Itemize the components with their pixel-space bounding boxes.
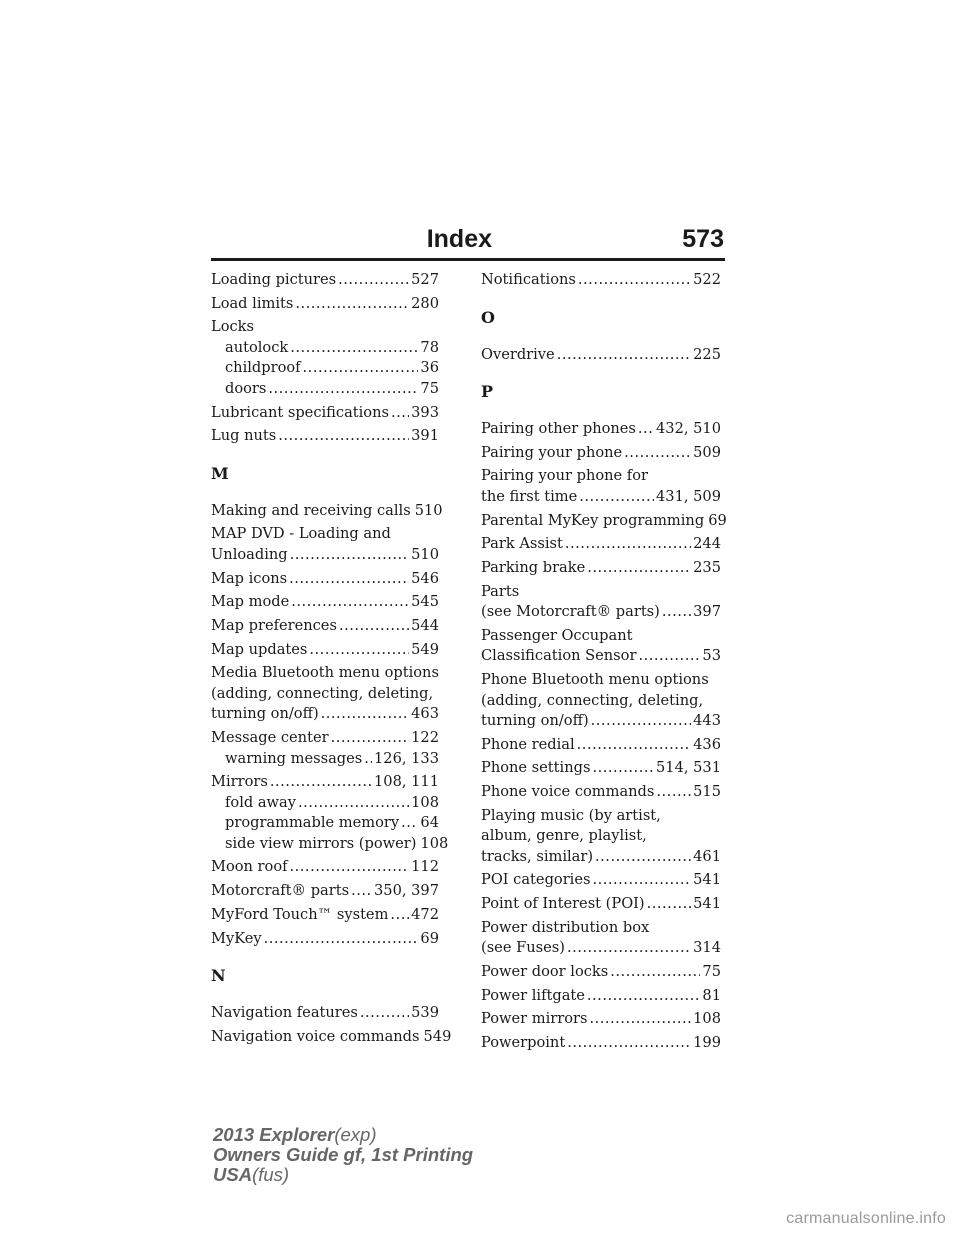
index-entry-label: Motorcraft® parts — [211, 882, 350, 900]
index-letter-heading: N — [211, 966, 226, 985]
index-page-refs: 108 — [420, 834, 449, 852]
index-page-refs: 64 — [420, 814, 439, 832]
index-entry — [481, 345, 721, 366]
index-entry-text: (adding, connecting, deleting, — [481, 691, 704, 709]
footer-model-code: (exp) — [334, 1124, 377, 1145]
index-entry-line — [211, 1003, 439, 1024]
index-page-refs: 527 — [411, 271, 439, 288]
index-entry-line — [211, 616, 439, 637]
dot-leader — [577, 735, 691, 756]
dot-leader — [557, 345, 691, 366]
index-subentry — [211, 834, 449, 855]
index-entry — [481, 466, 721, 507]
footer-model: 2013 Explorer — [213, 1124, 335, 1145]
index-entry-line — [211, 569, 439, 590]
dot-leader — [309, 640, 409, 661]
index-page-refs: 522 — [693, 271, 721, 288]
index-page-refs: 544 — [411, 617, 439, 634]
index-page-refs: 463 — [411, 705, 439, 723]
dot-leader — [298, 793, 409, 814]
dot-leader — [331, 728, 410, 749]
index-entry-line — [211, 592, 439, 613]
index-entry-line — [211, 294, 439, 315]
index-entry-label: Lubricant specifications — [211, 403, 389, 421]
dot-leader — [351, 881, 372, 902]
index-page-refs: 510 — [411, 545, 439, 563]
index-entry-line — [481, 419, 721, 440]
index-entry-label: Moon roof — [211, 858, 288, 876]
index-entry-label: side view mirrors (power) — [225, 834, 417, 852]
index-page-refs: 81 — [702, 986, 721, 1004]
index-entry-text: Pairing your phone for — [481, 467, 648, 485]
index-entry-text: Parts — [481, 582, 520, 600]
index-page-refs: 541 — [693, 895, 721, 913]
watermark: carmanualsonline.info — [786, 1210, 946, 1227]
dot-leader — [264, 929, 419, 950]
index-letter-heading: O — [481, 307, 495, 327]
index-entry — [211, 294, 439, 315]
index-entry — [211, 663, 439, 725]
index-entry-line — [481, 782, 721, 803]
index-entry — [481, 782, 721, 803]
index-letter-heading: P — [481, 382, 494, 401]
index-entry-line — [481, 511, 727, 532]
footer-market: USA — [213, 1164, 253, 1185]
index-entry-label: Making and receiving calls — [211, 501, 411, 519]
dot-leader — [638, 419, 654, 440]
dot-leader — [662, 602, 691, 623]
index-entry-text: album, genre, playlist, — [481, 827, 647, 845]
index-entry — [211, 403, 439, 424]
index-entry-label: autolock — [225, 338, 289, 356]
index-entry-label: Phone redial — [481, 735, 575, 753]
index-entry-label: POI categories — [481, 871, 591, 889]
index-entry-line — [481, 938, 721, 959]
dot-leader — [567, 1033, 691, 1054]
index-entry-line — [481, 646, 721, 667]
index-entry-label: Classification Sensor — [481, 647, 637, 665]
index-entry-label: Notifications — [481, 271, 576, 288]
index-entry-label: Phone voice commands — [481, 783, 655, 801]
dot-leader — [579, 487, 654, 508]
index-entry-line — [481, 602, 721, 623]
index-entry-label: fold away — [225, 793, 296, 811]
footer-line-1 — [213, 1125, 473, 1145]
dot-leader — [391, 403, 409, 424]
index-entry — [211, 905, 439, 926]
index-entry-line — [211, 501, 443, 522]
footer — [213, 1125, 473, 1185]
index-entry — [481, 670, 721, 732]
index-entry — [481, 986, 721, 1007]
dot-leader — [595, 847, 691, 868]
index-page-refs: 514, 531 — [656, 759, 721, 777]
footer-market-code: (fus) — [252, 1164, 290, 1185]
index-subentry — [211, 749, 439, 770]
index-page-refs: 112 — [411, 858, 439, 876]
index-entry-label: Parking brake — [481, 558, 586, 576]
dot-leader — [567, 938, 691, 959]
dot-leader — [589, 1009, 691, 1030]
footer-line-3 — [213, 1165, 473, 1185]
index-column-left — [211, 270, 452, 1050]
index-page-refs: 36 — [420, 359, 439, 377]
index-entry — [211, 772, 449, 854]
index-page-refs: 549 — [423, 1027, 452, 1045]
dot-leader — [592, 758, 654, 779]
index-page-refs: 225 — [693, 345, 721, 363]
index-entry — [211, 616, 439, 637]
index-page-refs: 350, 397 — [374, 882, 439, 900]
index-page-refs: 443 — [693, 712, 721, 729]
index-entry — [211, 270, 439, 291]
index-entry-text: Playing music (by artist, — [481, 806, 661, 824]
dot-leader — [295, 294, 409, 315]
index-entry-line — [211, 881, 439, 902]
index-entry-label: warning messages — [225, 749, 363, 767]
index-entry-line — [481, 711, 721, 732]
index-entry — [211, 1027, 452, 1048]
index-entry — [481, 419, 721, 440]
index-entry-text: Phone Bluetooth menu options — [481, 671, 709, 688]
index-entry — [481, 582, 721, 623]
dot-leader — [338, 270, 409, 291]
index-entry — [481, 270, 721, 291]
index-entry-label: childproof — [225, 359, 301, 377]
index-page-refs: 235 — [693, 558, 721, 576]
index-subentry — [211, 813, 439, 834]
dot-leader — [624, 443, 691, 464]
index-entry — [211, 929, 439, 950]
dot-leader — [290, 857, 410, 878]
index-entry — [481, 918, 721, 959]
dot-leader — [591, 711, 692, 732]
index-entry-line — [481, 443, 721, 464]
index-entry-label: Unloading — [211, 545, 288, 563]
index-subentry — [211, 338, 439, 359]
index-entry-line — [481, 962, 721, 983]
index-entry-line — [481, 270, 721, 291]
index-page-refs: 545 — [411, 593, 439, 611]
index-entry-line — [481, 870, 721, 891]
index-entry-label: turning on/off) — [211, 705, 319, 723]
index-page-refs: 461 — [693, 847, 721, 865]
index-entry — [211, 640, 439, 661]
index-entry-label: Power liftgate — [481, 986, 585, 1004]
index-entry-label: (see Motorcraft® parts) — [481, 603, 660, 621]
index-page-refs: 108, 111 — [374, 773, 439, 791]
index-entry-label: Point of Interest (POI) — [481, 895, 645, 913]
dot-leader — [339, 616, 409, 637]
index-entry-label: (see Fuses) — [481, 939, 565, 957]
index-page-refs: 436 — [693, 735, 721, 753]
index-entry-label: turning on/off) — [481, 712, 589, 729]
dot-leader — [587, 986, 701, 1007]
dot-leader — [303, 358, 419, 379]
index-entry-label: the first time — [481, 487, 578, 505]
index-subentry — [211, 358, 439, 379]
index-entry-line — [481, 894, 721, 915]
index-entry-label: MyFord Touch™ system — [211, 905, 389, 923]
index-entry-line — [481, 735, 721, 756]
dot-leader — [360, 1003, 409, 1024]
index-entry-label: Parental MyKey programming — [481, 511, 705, 529]
header-rule — [211, 258, 725, 261]
index-entry-line — [481, 487, 721, 508]
index-entry-label: Map icons — [211, 569, 288, 587]
index-entry — [481, 870, 721, 891]
index-entry-line — [211, 728, 439, 749]
index-page-refs: 75 — [702, 963, 721, 980]
index-entry-label: Map updates — [211, 640, 308, 658]
index-entry-line — [481, 758, 721, 779]
index-page-refs: 280 — [411, 294, 439, 312]
index-subentry — [211, 793, 439, 814]
index-entry-line — [211, 545, 439, 566]
dot-leader — [291, 592, 409, 613]
index-page-refs: 391 — [411, 427, 439, 445]
dot-leader — [638, 646, 700, 667]
index-page-refs: 472 — [411, 905, 439, 923]
index-page-refs: 75 — [420, 379, 439, 397]
index-entry-line — [211, 640, 439, 661]
index-entry — [211, 728, 439, 769]
dot-leader — [278, 426, 409, 447]
index-entry — [481, 1033, 721, 1054]
dot-leader — [401, 813, 418, 834]
index-entry-label: Pairing other phones — [481, 420, 636, 437]
index-page-refs: 509 — [693, 443, 721, 461]
index-page-refs: 199 — [693, 1034, 721, 1052]
dot-leader — [565, 534, 691, 555]
index-page-refs: 432, 510 — [656, 420, 721, 437]
page-number: 573 — [682, 225, 724, 253]
index-page-refs: 397 — [693, 603, 721, 621]
index-entry-line — [211, 704, 439, 725]
index-page-refs: 539 — [411, 1004, 439, 1021]
index-entry — [481, 735, 721, 756]
index-entry-line — [481, 986, 721, 1007]
index-entry-line — [211, 772, 439, 793]
index-entry-label: Navigation voice commands — [211, 1027, 420, 1045]
index-entry — [481, 962, 721, 983]
index-entry — [211, 501, 443, 522]
index-entry-label: Mirrors — [211, 773, 268, 791]
index-entry — [211, 857, 439, 878]
index-entry-line — [211, 905, 439, 926]
index-page-refs: 549 — [411, 640, 439, 658]
dot-leader — [656, 782, 691, 803]
index-entry — [481, 894, 721, 915]
index-subentry — [211, 379, 439, 400]
index-page-refs: 126, 133 — [374, 749, 439, 767]
index-entry-label: Message center — [211, 729, 329, 747]
dot-leader — [270, 772, 372, 793]
index-entry-line — [211, 270, 439, 291]
index-entry-label: Loading pictures — [211, 271, 337, 288]
dot-leader — [289, 569, 409, 590]
index-entry-label: Park Assist — [481, 535, 563, 553]
index-entry-label: MyKey — [211, 929, 262, 947]
index-entry-label: Powerpoint — [481, 1034, 566, 1052]
index-entry — [481, 758, 721, 779]
dot-leader — [321, 704, 410, 725]
index-entry-line — [211, 857, 439, 878]
index-entry — [481, 806, 721, 868]
index-page-refs: 53 — [702, 647, 721, 665]
index-entry-line — [481, 534, 721, 555]
index-entry-label: Phone settings — [481, 759, 591, 777]
index-page-refs: 69 — [420, 929, 439, 947]
index-entry — [481, 1009, 721, 1030]
dot-leader — [592, 870, 691, 891]
index-page-refs: 546 — [411, 569, 439, 587]
index-entry-line — [481, 1033, 721, 1054]
index-entry-label: Navigation features — [211, 1004, 358, 1021]
index-entry — [211, 426, 439, 447]
index-page-refs: 78 — [420, 338, 439, 356]
index-entry-line — [481, 847, 721, 868]
index-entry-line — [211, 426, 439, 447]
index-page-refs: 244 — [693, 535, 721, 553]
index-page-refs: 541 — [693, 871, 721, 889]
index-entry-label: Lug nuts — [211, 427, 277, 445]
dot-leader — [390, 905, 409, 926]
index-entry-label: Load limits — [211, 294, 294, 312]
index-entry-label: Power door locks — [481, 963, 609, 980]
dot-leader — [587, 558, 691, 579]
page-title: Index — [426, 225, 492, 253]
index-entry-label: Overdrive — [481, 345, 555, 363]
index-entry-label: Map mode — [211, 593, 290, 611]
index-entry — [211, 1003, 439, 1024]
index-entry — [481, 511, 727, 532]
index-page-refs: 69 — [708, 511, 727, 529]
index-entry-line — [211, 1027, 452, 1048]
index-page-refs: 510 — [414, 501, 443, 519]
dot-leader — [610, 962, 700, 983]
index-entry-line — [481, 345, 721, 366]
index-entry — [211, 569, 439, 590]
index-entry-label: Pairing your phone — [481, 443, 623, 461]
footer-line-2 — [213, 1145, 473, 1165]
index-entry — [211, 524, 439, 565]
index-entry — [211, 317, 439, 399]
index-entry-text: (adding, connecting, deleting, — [211, 684, 434, 702]
dot-leader — [647, 894, 692, 915]
index-entry-line — [211, 403, 439, 424]
footer-printing: Owners Guide gf, 1st Printing — [213, 1144, 474, 1165]
index-letter-heading: M — [211, 463, 229, 483]
dot-leader — [578, 270, 691, 291]
index-page-refs: 515 — [693, 783, 721, 801]
index-column-right — [481, 270, 727, 1057]
dot-leader — [268, 379, 418, 400]
index-page-refs: 314 — [693, 939, 721, 957]
index-entry-text: Passenger Occupant — [481, 626, 633, 644]
index-page-refs: 431, 509 — [656, 487, 721, 505]
dot-leader — [290, 338, 418, 359]
index-entry — [481, 626, 721, 667]
index-entry-label: programmable memory — [225, 814, 400, 832]
index-entry-text: MAP DVD - Loading and — [211, 525, 391, 543]
index-entry-text: Power distribution box — [481, 918, 650, 936]
index-page-refs: 122 — [411, 729, 439, 747]
dot-leader — [364, 749, 372, 770]
index-page-refs: 108 — [693, 1010, 721, 1028]
index-entry-text: Media Bluetooth menu options — [211, 664, 439, 682]
index-entry-label: tracks, similar) — [481, 847, 594, 865]
index-entry-label: doors — [225, 379, 267, 397]
index-entry-line — [211, 929, 439, 950]
index-entry — [481, 534, 721, 555]
index-entry — [211, 881, 439, 902]
index-entry-line — [481, 558, 721, 579]
index-entry — [481, 558, 721, 579]
index-page-refs: 108 — [411, 793, 439, 811]
index-entry — [481, 443, 721, 464]
index-entry — [211, 592, 439, 613]
index-entry-text: Locks — [211, 318, 254, 336]
index-entry-line — [481, 1009, 721, 1030]
index-page-refs: 393 — [411, 403, 439, 421]
index-entry-label: Map preferences — [211, 617, 337, 634]
index-entry-label: Power mirrors — [481, 1010, 588, 1028]
dot-leader — [290, 545, 410, 566]
